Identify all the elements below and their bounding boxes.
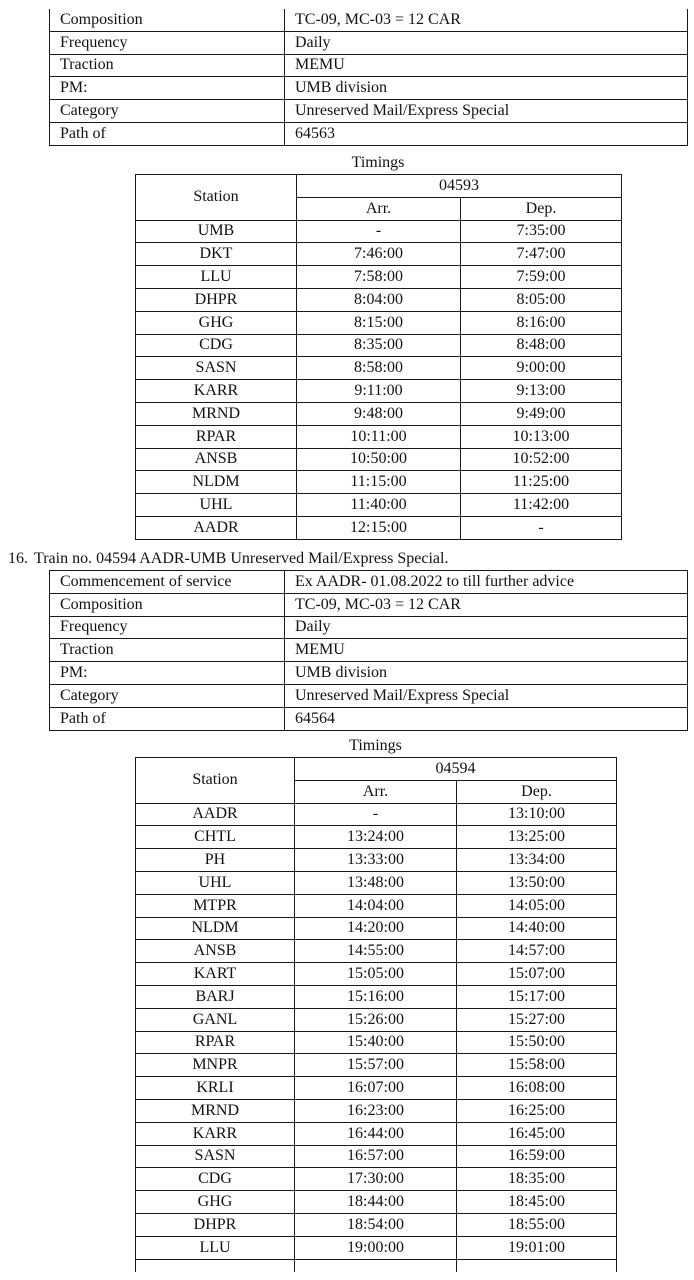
departure-cell: 18:55:00 [457,1213,617,1236]
departure-cell: 7:59:00 [461,266,622,289]
timing-row [136,1122,617,1145]
info-label: Traction [50,639,285,662]
arrival-cell: 9:48:00 [297,402,461,425]
info-row [50,100,688,123]
info-row [50,571,688,594]
station-cell: RPAR [136,1031,295,1054]
station-cell: CHTL [136,826,295,849]
station-cell: CDG [136,334,297,357]
station-cell: UMB [136,220,297,243]
arrival-cell: 17:30:00 [295,1168,457,1191]
station-cell: GANL [136,1008,295,1031]
info-row [50,9,688,31]
timing-row [136,516,622,539]
departure-cell: 9:00:00 [461,357,622,380]
departure-cell: 19:01:00 [457,1236,617,1259]
info-label: Category [50,684,285,707]
departure-cell: 16:25:00 [457,1099,617,1122]
arrival-cell: 11:40:00 [297,494,461,517]
station-cell: LLU [136,266,297,289]
arrival-cell: 19:00:00 [295,1236,457,1259]
station-cell: KRLI [136,1077,295,1100]
train-number-header: 04594 [295,758,617,781]
station-cell: GHG [136,1191,295,1214]
departure-cell: 15:27:00 [457,1008,617,1031]
departure-cell: 10:52:00 [461,448,622,471]
info-value: 64564 [285,707,688,730]
departure-cell: 8:05:00 [461,288,622,311]
arrival-cell: 16:07:00 [295,1077,457,1100]
arrival-cell: 13:48:00 [295,871,457,894]
timing-row-cut-off [136,1259,617,1272]
departure-cell: 7:47:00 [461,243,622,266]
timing-row [136,357,622,380]
timing-row [136,471,622,494]
departure-cell: 10:13:00 [461,425,622,448]
timing-row [136,871,617,894]
timing-row [136,963,617,986]
timing-rows [136,220,622,539]
timings-caption: Timings [349,737,402,754]
arrival-cell: 8:35:00 [297,334,461,357]
arrival-cell: 15:26:00 [295,1008,457,1031]
arrival-cell: 15:16:00 [295,985,457,1008]
arrival-cell: 7:58:00 [297,266,461,289]
info-label: Category [50,100,285,123]
train-number-header: 04593 [297,175,622,198]
arrival-cell: 10:11:00 [297,425,461,448]
departure-cell: - [461,516,622,539]
station-cell: KARR [136,380,297,403]
station-cell: AADR [136,803,295,826]
train-04593-info-table [49,9,688,146]
station-cell: NLDM [136,917,295,940]
station-cell: CDG [136,1168,295,1191]
arrival-header: Arr. [295,780,457,803]
timing-row [136,243,622,266]
station-cell: SASN [136,1145,295,1168]
arrival-cell: 16:44:00 [295,1122,457,1145]
station-cell: DHPR [136,288,297,311]
timing-row [136,917,617,940]
station-cell: PH [136,849,295,872]
station-cell: MRND [136,402,297,425]
timing-row [136,985,617,1008]
departure-cell: 13:25:00 [457,826,617,849]
info-value: UMB division [285,77,688,100]
info-rows [50,571,688,731]
timing-row [136,402,622,425]
arrival-cell: - [297,220,461,243]
info-row [50,684,688,707]
station-cell: BARJ [136,985,295,1008]
departure-cell: 16:08:00 [457,1077,617,1100]
station-cell: SASN [136,357,297,380]
departure-header: Dep. [461,197,622,220]
departure-cell: 18:35:00 [457,1168,617,1191]
station-cell: ANSB [136,448,297,471]
arrival-cell: 14:04:00 [295,894,457,917]
info-row [50,593,688,616]
info-label: Composition [50,593,285,616]
station-cell: GHG [136,311,297,334]
info-value: Daily [285,616,688,639]
info-row [50,639,688,662]
timings-caption: Timings [351,154,405,171]
departure-cell: 14:40:00 [457,917,617,940]
empty-cell [295,1259,457,1272]
station-cell: RPAR [136,425,297,448]
departure-cell: 11:25:00 [461,471,622,494]
arrival-cell: 10:50:00 [297,448,461,471]
departure-cell: 16:59:00 [457,1145,617,1168]
station-cell: ANSB [136,940,295,963]
station-cell: UHL [136,871,295,894]
info-label: Path of [50,707,285,730]
station-cell: LLU [136,1236,295,1259]
station-cell: MTPR [136,894,295,917]
info-row [50,122,688,145]
timing-row [136,288,622,311]
station-header: Station [136,175,297,221]
timing-row [136,826,617,849]
info-row [50,707,688,730]
empty-cell [457,1259,617,1272]
station-cell: UHL [136,494,297,517]
timing-row [136,266,622,289]
info-row [50,616,688,639]
departure-cell: 11:42:00 [461,494,622,517]
timing-row [136,1213,617,1236]
info-label: Composition [50,9,285,31]
timing-rows [136,803,617,1271]
arrival-cell: 13:24:00 [295,826,457,849]
info-value: Ex AADR- 01.08.2022 to till further advice [285,571,688,594]
info-rows [50,9,688,145]
departure-cell: 14:57:00 [457,940,617,963]
info-label: PM: [50,662,285,685]
info-label: PM: [50,77,285,100]
info-value: MEMU [285,54,688,77]
arrival-cell: 8:58:00 [297,357,461,380]
info-value: Unreserved Mail/Express Special [285,100,688,123]
timing-row [136,334,622,357]
section-number: 16. [8,550,28,567]
arrival-cell: 8:04:00 [297,288,461,311]
section-title: Train no. 04594 AADR-UMB Unreserved Mail/Express Special. [34,550,449,567]
departure-cell: 13:50:00 [457,871,617,894]
timing-row [136,380,622,403]
timing-row [136,940,617,963]
departure-cell: 15:50:00 [457,1031,617,1054]
station-cell: KART [136,963,295,986]
train-04594-info-table [49,570,688,731]
departure-cell: 8:16:00 [461,311,622,334]
arrival-cell: 15:40:00 [295,1031,457,1054]
departure-cell: 9:13:00 [461,380,622,403]
arrival-cell: 12:15:00 [297,516,461,539]
station-cell: DHPR [136,1213,295,1236]
timing-row [136,1099,617,1122]
arrival-cell: 18:54:00 [295,1213,457,1236]
info-value: Daily [285,31,688,54]
departure-cell: 9:49:00 [461,402,622,425]
departure-cell: 15:07:00 [457,963,617,986]
timing-row [136,425,622,448]
timing-row [136,311,622,334]
arrival-cell: 14:55:00 [295,940,457,963]
info-value: UMB division [285,662,688,685]
info-label: Frequency [50,31,285,54]
timing-row [136,1168,617,1191]
arrival-cell: 7:46:00 [297,243,461,266]
departure-cell: 18:45:00 [457,1191,617,1214]
arrival-header: Arr. [297,197,461,220]
timing-row [136,448,622,471]
departure-cell: 15:58:00 [457,1054,617,1077]
info-label: Traction [50,54,285,77]
timing-row [136,1054,617,1077]
arrival-cell: 15:57:00 [295,1054,457,1077]
timing-row [136,1236,617,1259]
timing-row [136,849,617,872]
timing-row [136,1031,617,1054]
info-label: Path of [50,122,285,145]
timing-row [136,803,617,826]
station-cell: KARR [136,1122,295,1145]
timing-row [136,494,622,517]
train-04594-timings-table [135,757,617,1272]
arrival-cell: 13:33:00 [295,849,457,872]
station-cell: DKT [136,243,297,266]
train-04593-timings-table [135,174,622,540]
arrival-cell: - [295,803,457,826]
arrival-cell: 14:20:00 [295,917,457,940]
departure-cell: 7:35:00 [461,220,622,243]
info-value: TC-09, MC-03 = 12 CAR [285,593,688,616]
arrival-cell: 11:15:00 [297,471,461,494]
departure-cell: 16:45:00 [457,1122,617,1145]
station-header: Station [136,758,295,804]
departure-cell: 15:17:00 [457,985,617,1008]
departure-header: Dep. [457,780,617,803]
timing-row [136,220,622,243]
info-row [50,31,688,54]
info-value: 64563 [285,122,688,145]
info-label: Frequency [50,616,285,639]
station-cell: NLDM [136,471,297,494]
info-value: Unreserved Mail/Express Special [285,684,688,707]
departure-cell: 13:10:00 [457,803,617,826]
arrival-cell: 16:57:00 [295,1145,457,1168]
arrival-cell: 16:23:00 [295,1099,457,1122]
station-cell: MRND [136,1099,295,1122]
info-row [50,77,688,100]
arrival-cell: 18:44:00 [295,1191,457,1214]
section-heading [8,549,448,569]
empty-cell [136,1259,295,1272]
station-cell: MNPR [136,1054,295,1077]
arrival-cell: 9:11:00 [297,380,461,403]
info-value: MEMU [285,639,688,662]
info-label: Commencement of service [50,571,285,594]
departure-cell: 13:34:00 [457,849,617,872]
departure-cell: 14:05:00 [457,894,617,917]
station-cell: AADR [136,516,297,539]
arrival-cell: 8:15:00 [297,311,461,334]
timing-row [136,894,617,917]
departure-cell: 8:48:00 [461,334,622,357]
arrival-cell: 15:05:00 [295,963,457,986]
info-value: TC-09, MC-03 = 12 CAR [285,9,688,31]
timing-row [136,1191,617,1214]
timing-row [136,1145,617,1168]
timing-row [136,1077,617,1100]
info-row [50,662,688,685]
info-row [50,54,688,77]
timing-row [136,1008,617,1031]
